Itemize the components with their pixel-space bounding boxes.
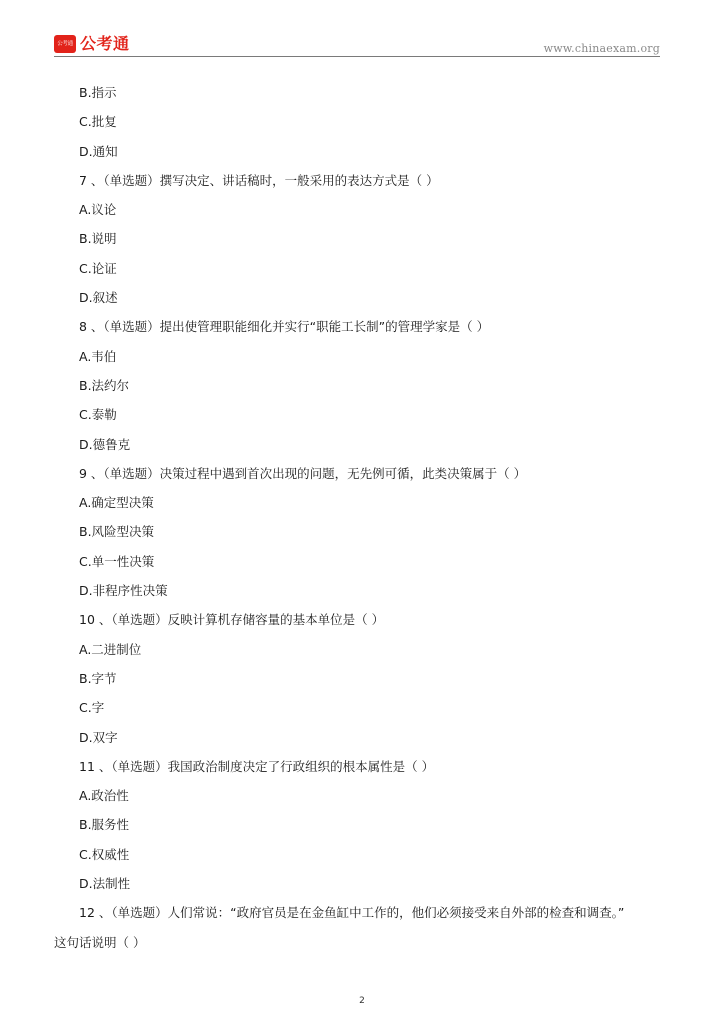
question-12: 12 、（单选题）人们常说：“政府官员是在金鱼缸中工作的，他们必须接受来自外部的检查和调查。” xyxy=(79,905,625,921)
question-9: 9 、（单选题）决策过程中遇到首次出现的问题，无先例可循，此类决策属于（ ） xyxy=(79,465,527,481)
option-b: B.字节 xyxy=(79,670,117,686)
question-8: 8 、（单选题）提出使管理职能细化并实行“职能工长制”的管理学家是（ ） xyxy=(79,319,490,335)
option-b: B.法约尔 xyxy=(79,377,130,393)
option-b: B.指示 xyxy=(79,85,117,100)
option-d: D.叙述 xyxy=(79,290,118,306)
option-a: A.政治性 xyxy=(79,788,129,804)
question-11: 11 、（单选题）我国政治制度决定了行政组织的根本属性是（ ） xyxy=(79,758,435,774)
option-a: A.二进制位 xyxy=(79,641,142,657)
option-d: D.德鲁克 xyxy=(79,436,131,452)
option-b: B.说明 xyxy=(79,231,117,247)
option-d: D.法制性 xyxy=(79,876,131,892)
page-number: 2 xyxy=(359,996,365,1006)
option-a: A.议论 xyxy=(79,202,117,218)
exam-content xyxy=(0,78,724,957)
option-c: C.论证 xyxy=(79,260,117,276)
logo xyxy=(54,34,130,54)
page-header xyxy=(0,0,724,60)
question-12-continued: 这句话说明（ ） xyxy=(54,934,146,950)
option-d: D.通知 xyxy=(79,143,118,159)
option-c: C.字 xyxy=(79,700,105,716)
option-c: C.单一性决策 xyxy=(79,553,155,569)
option-d: D.双字 xyxy=(79,729,118,745)
question-7: 7 、（单选题）撰写决定、讲话稿时，一般采用的表达方式是（ ） xyxy=(79,172,439,188)
site-url: www.chinaexam.org xyxy=(543,42,660,55)
option-c: C.批复 xyxy=(79,114,117,130)
logo-badge: 公考通 xyxy=(54,35,76,53)
logo-text: 公考通 xyxy=(80,34,130,53)
option-c: C.泰勒 xyxy=(79,407,117,423)
option-b: B.风险型决策 xyxy=(79,524,155,540)
option-d: D.非程序性决策 xyxy=(79,583,168,599)
question-10: 10 、（单选题）反映计算机存储容量的基本单位是（ ） xyxy=(79,612,385,628)
header-divider xyxy=(54,56,660,57)
option-b: B.服务性 xyxy=(79,817,130,833)
option-a: A.确定型决策 xyxy=(79,495,154,511)
option-c: C.权威性 xyxy=(79,846,130,862)
option-a: A.韦伯 xyxy=(79,348,117,364)
